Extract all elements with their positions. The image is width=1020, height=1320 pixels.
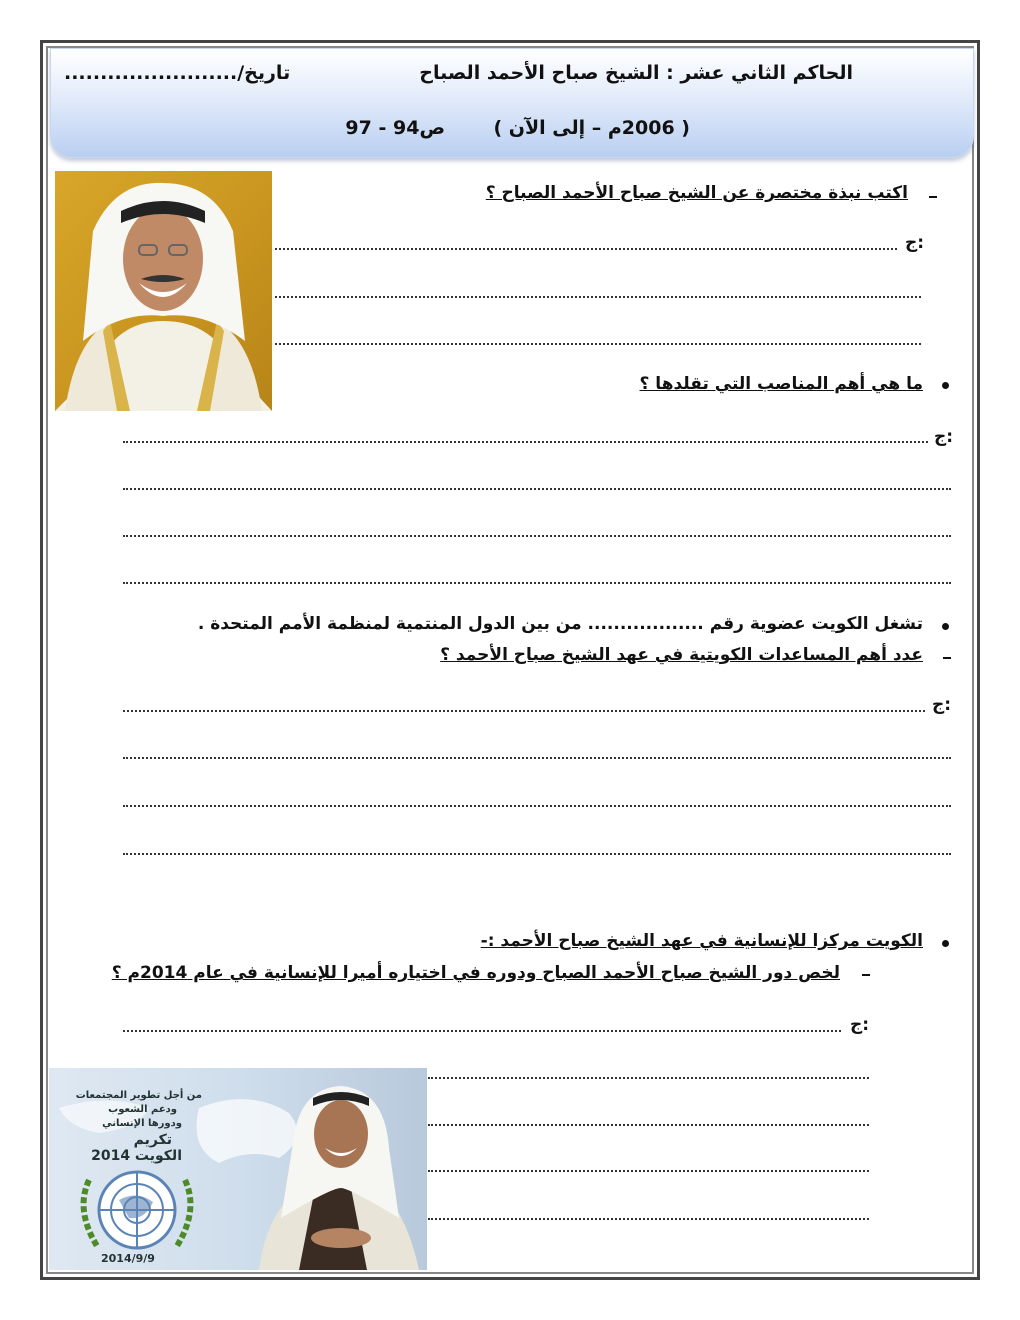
answer-line[interactable] xyxy=(123,1030,841,1032)
question-5: الكويت مركزا للإنسانية في عهد الشيخ صباح الأحمد :- xyxy=(480,931,923,951)
page-title: الحاكم الثاني عشر : الشيخ صباح الأحمد الصباح xyxy=(419,62,853,84)
answer-line[interactable] xyxy=(428,1124,869,1126)
poster-honor: تكريم xyxy=(133,1132,172,1148)
question-1: اكتب نبذة مختصرة عن الشيخ صباح الأحمد الصباح ؟ xyxy=(485,183,908,203)
answer-line[interactable] xyxy=(123,535,951,537)
dash-marker xyxy=(862,974,870,976)
dash-marker xyxy=(929,196,937,198)
page-reference: ص94 - 97 xyxy=(345,117,445,139)
answer-label: ج: xyxy=(850,1015,870,1035)
date-field[interactable]: تاريخ/........................ xyxy=(64,62,291,84)
dash-marker xyxy=(943,657,951,659)
poster-line-2: ودعم الشعوب xyxy=(108,1104,177,1115)
question-6: لخص دور الشيخ صباح الأحمد الصباح ودوره في اختياره أميرا للإنسانية في عام 2014م ؟ xyxy=(111,963,840,983)
poster-date: 2014/9/9 xyxy=(101,1252,155,1265)
answer-line[interactable] xyxy=(428,1077,869,1079)
answer-line[interactable] xyxy=(428,1218,869,1220)
answer-label: ج: xyxy=(934,427,954,447)
bullet xyxy=(942,940,949,947)
poster-line-1: من أجل تطوير المجتمعات xyxy=(75,1090,202,1101)
bullet xyxy=(942,382,949,389)
honor-poster xyxy=(49,1068,427,1270)
answer-line[interactable] xyxy=(123,805,951,807)
answer-label: ج: xyxy=(905,233,925,253)
answer-line[interactable] xyxy=(123,582,951,584)
period-label: ( 2006م – إلى الآن ) xyxy=(493,117,690,139)
answer-line[interactable] xyxy=(123,757,951,759)
poster-line-3: ودورها الإنساني xyxy=(102,1118,182,1129)
question-3: تشغل الكويت عضوية رقم .................. من بين الدول المنتمية لمنظمة الأمم المتحدة . xyxy=(197,614,923,634)
question-2: ما هي أهم المناصب التي تقلدها ؟ xyxy=(639,374,923,394)
answer-line[interactable] xyxy=(428,1170,869,1172)
poster-kuwait: الكويت 2014 xyxy=(91,1148,182,1164)
answer-label: ج: xyxy=(932,695,952,715)
portrait-photo xyxy=(55,171,272,411)
answer-line[interactable] xyxy=(123,488,951,490)
bullet xyxy=(942,623,949,630)
question-4: عدد أهم المساعدات الكويتية في عهد الشيخ صباح الأحمد ؟ xyxy=(440,645,923,665)
answer-line[interactable] xyxy=(275,296,921,298)
answer-line[interactable] xyxy=(275,343,921,345)
answer-line[interactable] xyxy=(123,853,951,855)
answer-line[interactable] xyxy=(123,441,928,443)
answer-line[interactable] xyxy=(275,248,897,250)
answer-line[interactable] xyxy=(123,710,925,712)
